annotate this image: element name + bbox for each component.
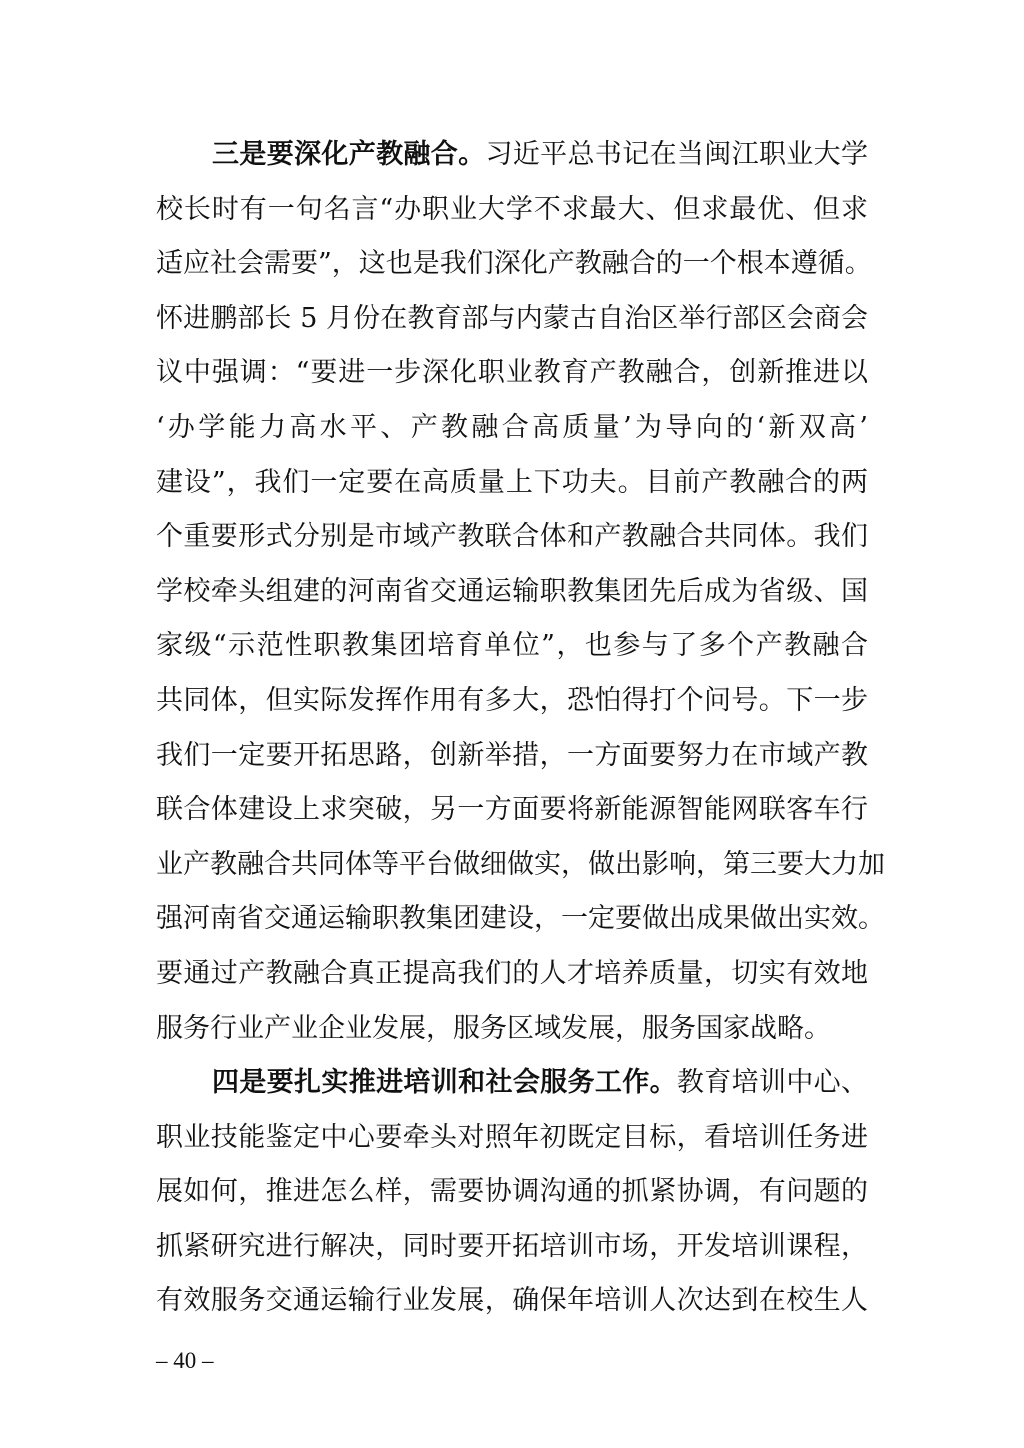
text-line: 强河南省交通运输职教集团建设，一定要做出成果做出实效。 bbox=[156, 903, 885, 935]
text-line: 服务行业产业企业发展，服务区域发展，服务国家战略。 bbox=[156, 1012, 831, 1044]
text-line: 议中强调：“要进一步深化职业教育产教融合，创新推进以 bbox=[156, 357, 868, 389]
text-line: 抓紧研究进行解决，同时要开拓培训市场，开发培训课程， bbox=[156, 1230, 868, 1262]
text-line: 三是要深化产教融合。习近平总书记在当闽江职业大学 bbox=[212, 139, 869, 170]
text-line: ‘办学能力高水平、产教融合高质量’为导向的‘新双高’ bbox=[156, 411, 868, 443]
text-line: 适应社会需要”，这也是我们深化产教融合的一个根本遵循。 bbox=[156, 248, 872, 280]
text-line: 共同体，但实际发挥作用有多大，恐怕得打个问号。下一步 bbox=[156, 684, 868, 716]
text-line: 四是要扎实推进培训和社会服务工作。教育培训中心、 bbox=[212, 1067, 869, 1099]
text-line: 展如何，推进怎么样，需要协调沟通的抓紧协调，有问题的 bbox=[156, 1176, 868, 1208]
text-line: 建设”，我们一定要在高质量上下功夫。目前产教融合的两 bbox=[156, 466, 868, 498]
text-line: 个重要形式分别是市域产教联合体和产教融合共同体。我们 bbox=[156, 521, 868, 553]
paragraph-heading: 三是要深化产教融合。 bbox=[212, 139, 486, 170]
paragraph-4 bbox=[156, 1056, 868, 1329]
text-line: 怀进鹏部长 5 月份在教育部与内蒙古自治区举行部区会商会 bbox=[156, 302, 868, 334]
text-line: 职业技能鉴定中心要牵头对照年初既定目标，看培训任务进 bbox=[156, 1121, 868, 1153]
text-line: 业产教融合共同体等平台做细做实，做出影响，第三要大力加 bbox=[156, 848, 885, 880]
text-line: 联合体建设上求突破，另一方面要将新能源智能网联客车行 bbox=[156, 794, 868, 826]
text-line: 我们一定要开拓思路，创新举措，一方面要努力在市域产教 bbox=[156, 739, 868, 771]
text-line: 学校牵头组建的河南省交通运输职教集团先后成为省级、国 bbox=[156, 575, 868, 607]
body-text bbox=[156, 128, 885, 1329]
page-number: – 40 – bbox=[156, 1348, 214, 1373]
paragraph-heading: 四是要扎实推进培训和社会服务工作。 bbox=[212, 1067, 677, 1099]
text-line: 校长时有一句名言“办职业大学不求最大、但求最优、但求 bbox=[156, 193, 868, 225]
text-line: 有效服务交通运输行业发展，确保年培训人次达到在校生人 bbox=[156, 1285, 868, 1317]
text-line: 家级“示范性职教集团培育单位”，也参与了多个产教融合 bbox=[156, 630, 868, 662]
text-line: 要通过产教融合真正提高我们的人才培养质量，切实有效地 bbox=[156, 957, 868, 989]
paragraph-3 bbox=[156, 128, 885, 1056]
